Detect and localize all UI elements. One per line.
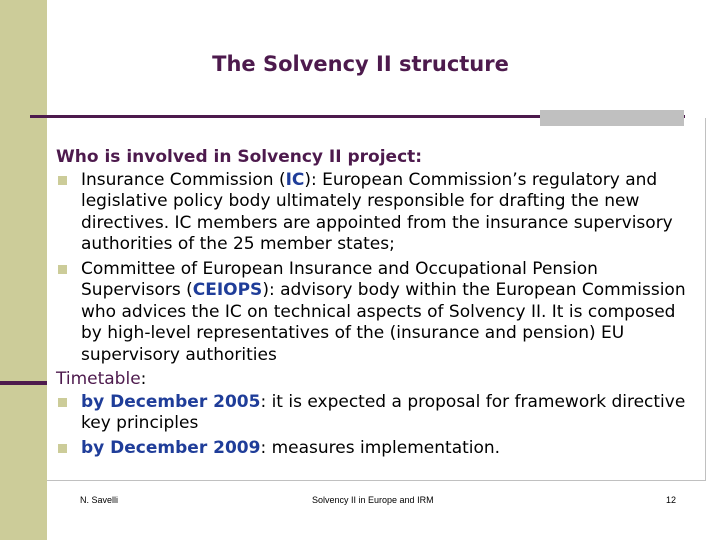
bullet-text-prefix: Committee of European Insurance and Occupational Pension Supervisors ( xyxy=(81,258,598,300)
bullet-text-prefix: Insurance Commission ( xyxy=(81,169,286,190)
footer-subject: Solvency II in Europe and IRM xyxy=(312,495,434,505)
bullet-square-icon xyxy=(58,176,67,185)
sidebar-accent-line xyxy=(0,381,47,385)
footer-author: N. Savelli xyxy=(80,495,119,505)
bullet-text-suffix: ): advisory body within the European Commission who advices the IC on technical aspects of Solvency II. It is composed by high-level representatives of the (insurance and pension) EU supervisory authorities xyxy=(81,280,686,365)
left-sidebar-bar xyxy=(0,0,47,540)
bullet-text-suffix: ): European Commission’s regulatory and legislative policy body ultimately responsible for drafting the new directives. IC members are appointed from the insurance supervisory authorities of the 25 member states; xyxy=(81,169,673,254)
heading-timetable-line xyxy=(56,369,696,391)
heading-involved: Who is involved in Solvency II project: xyxy=(56,147,423,167)
bullet-square-icon xyxy=(58,444,67,453)
content-frame-bottom xyxy=(47,480,706,481)
bullet-highlight-2005: by December 2005 xyxy=(81,391,261,412)
bullet-text-suffix: : measures implementation. xyxy=(260,437,501,458)
bullet-insurance-commission xyxy=(56,170,696,256)
bullet-highlight-ic: IC xyxy=(285,169,305,190)
bullet-timetable-2005 xyxy=(56,392,696,435)
heading-timetable-colon: : xyxy=(140,369,147,389)
bullet-text-suffix: : it is expected a proposal for framework directive key principles xyxy=(81,391,686,433)
bullet-square-icon xyxy=(58,398,67,407)
heading-timetable: Timetable xyxy=(56,369,141,389)
bullet-square-icon xyxy=(58,265,67,274)
bullet-timetable-2009 xyxy=(56,438,696,460)
footer-page-number: 12 xyxy=(666,495,677,505)
content-frame-right xyxy=(705,118,706,480)
bullet-ceiops xyxy=(56,259,696,367)
slide-content xyxy=(56,147,696,462)
bullet-highlight-ceiops: CEIOPS xyxy=(192,280,263,300)
bullet-highlight-2009: by December 2009 xyxy=(81,437,261,458)
title-accent-block xyxy=(540,110,684,126)
slide-title: The Solvency II structure xyxy=(212,52,509,76)
